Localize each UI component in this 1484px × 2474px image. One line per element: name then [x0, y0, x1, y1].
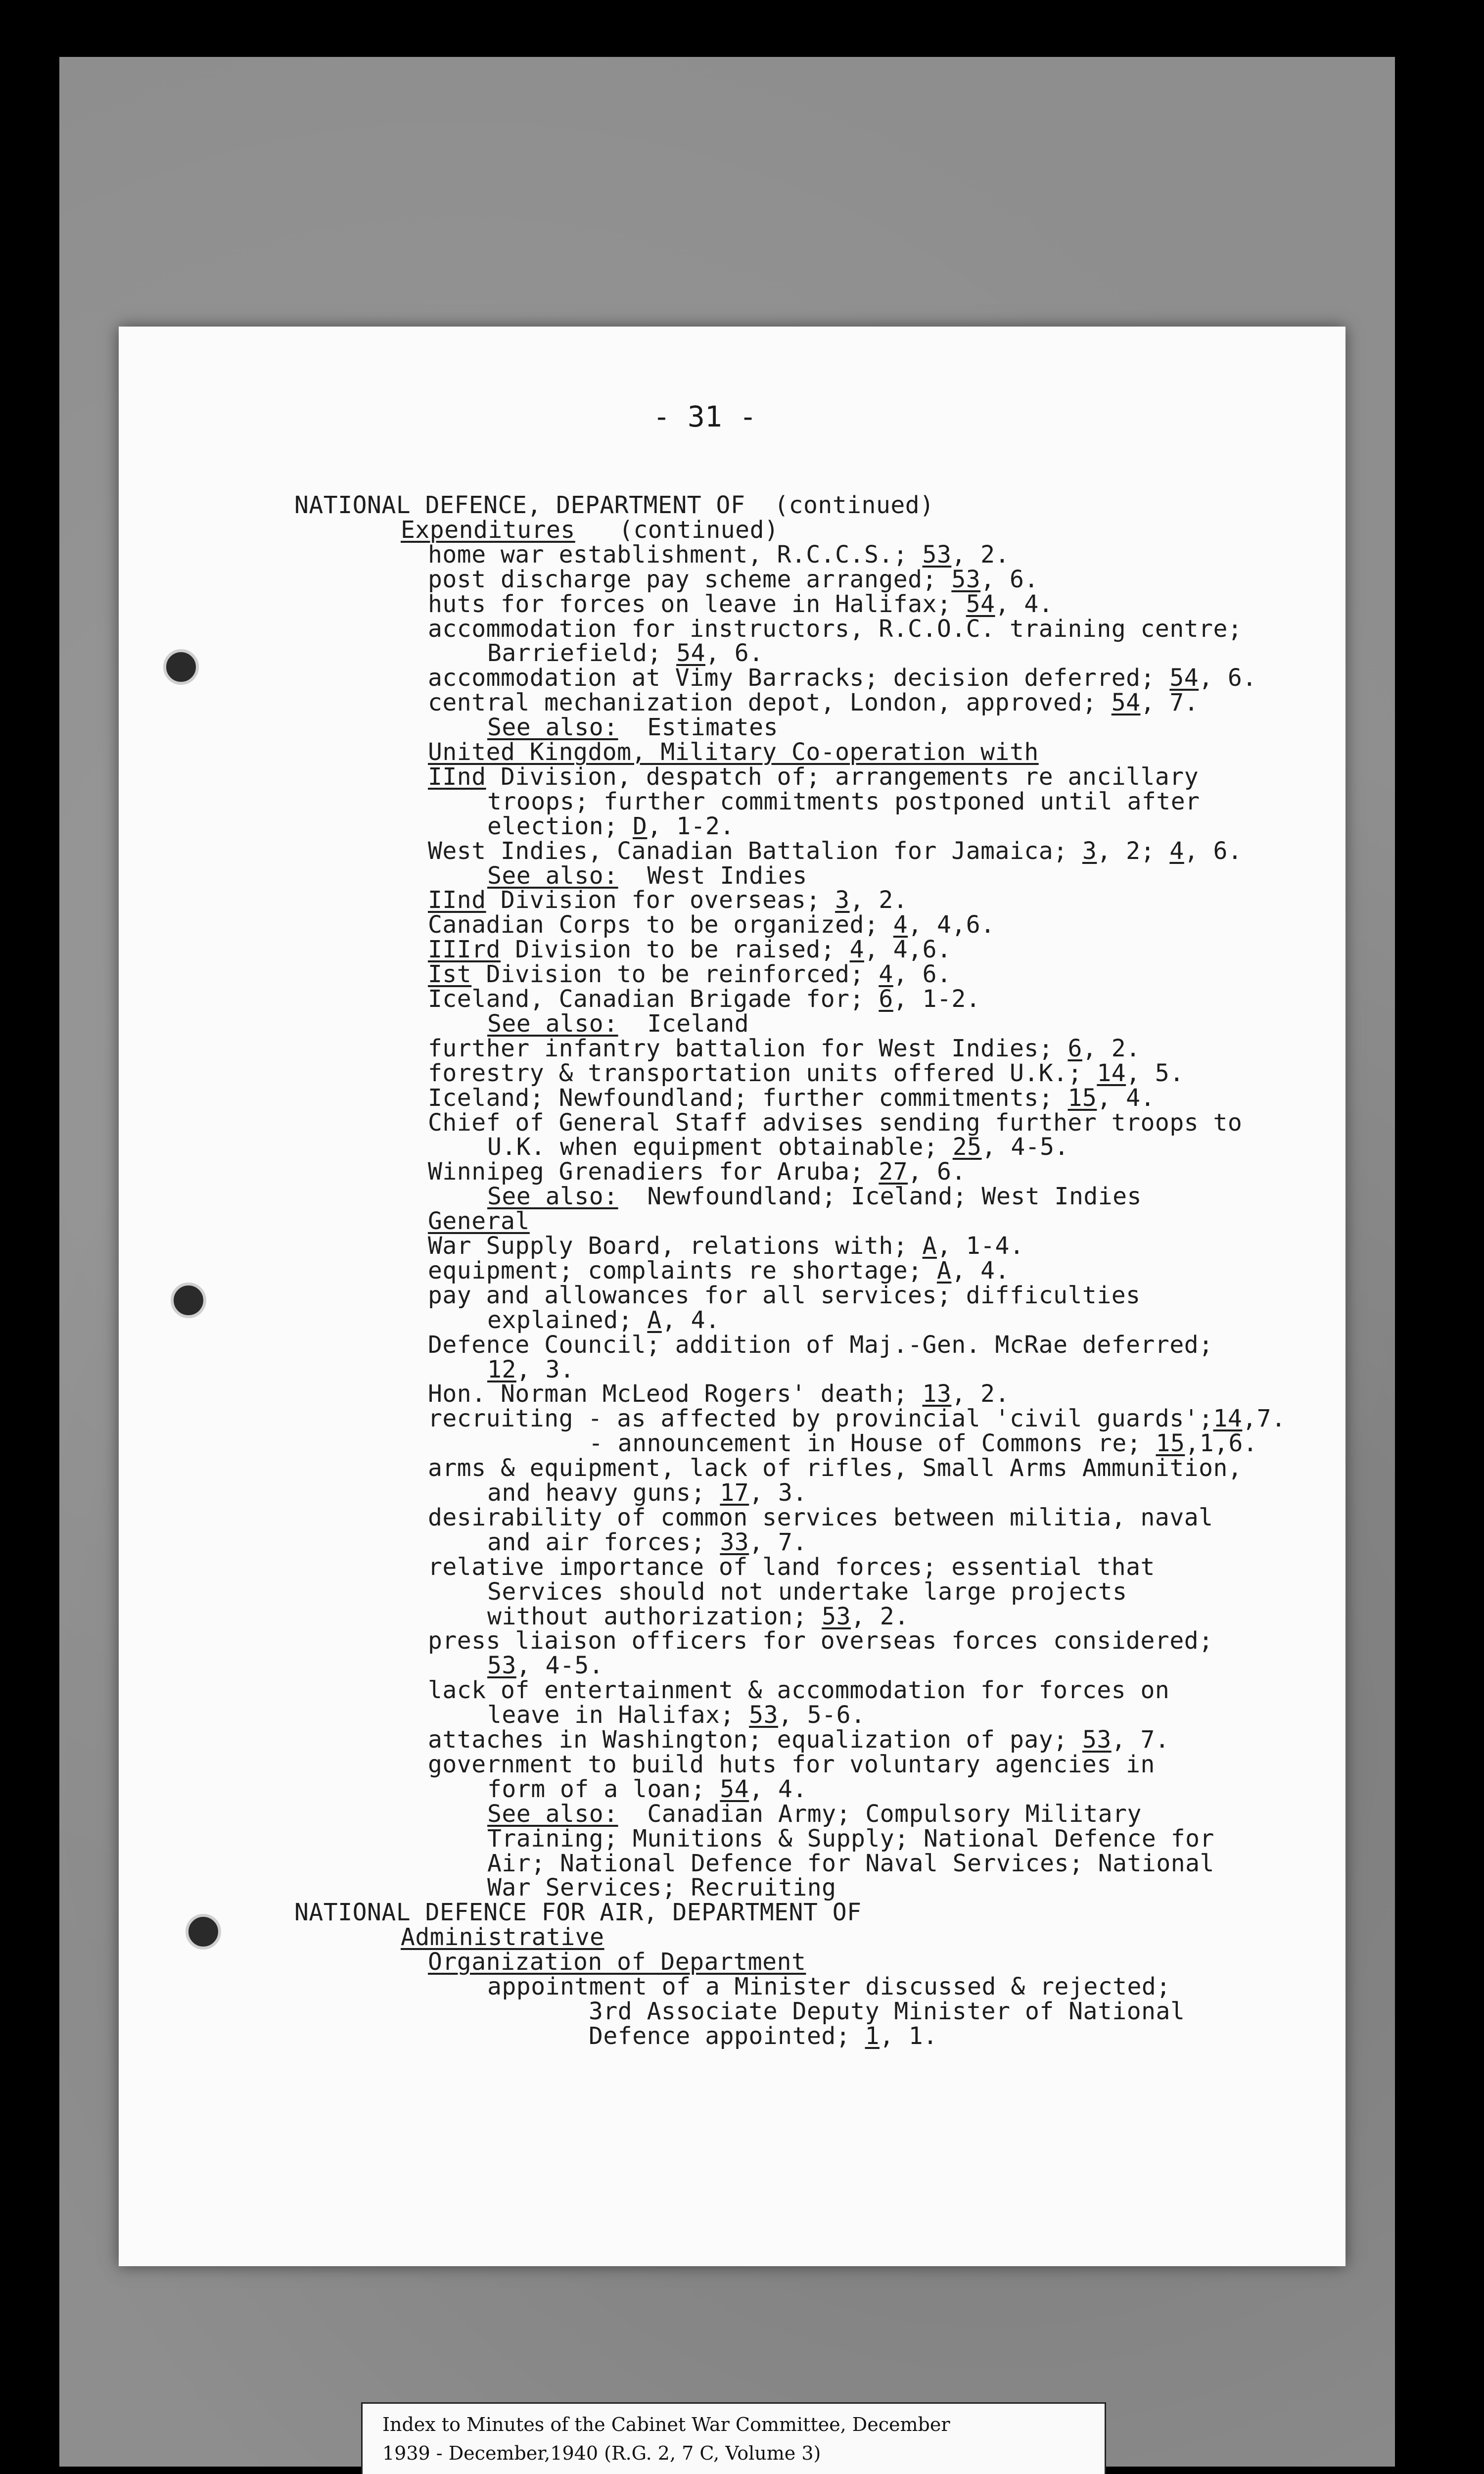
index-entry-line	[428, 912, 995, 938]
text-segment: , 4,6.	[908, 911, 995, 939]
text-segment: West Indies, Canadian Battalion for Jamaica;	[428, 837, 1082, 865]
underlined-segment: 54	[676, 639, 705, 667]
underlined-segment: 53	[487, 1652, 516, 1679]
text-segment: desirability of common services between militia, naval	[428, 1504, 1213, 1531]
underlined-segment: 12	[487, 1356, 516, 1383]
text-segment: Hon. Norman McLeod Rogers' death;	[428, 1380, 923, 1408]
collection-label-line-2: 1939 - December,1940 (R.G. 2, 7 C, Volume 3)	[382, 2442, 821, 2464]
index-entry-line	[428, 1159, 966, 1185]
text-segment: ,7.	[1242, 1405, 1286, 1432]
index-entry-line	[428, 1752, 1155, 1777]
text-segment: , 2.	[850, 1603, 909, 1630]
underlined-segment: 14	[1097, 1059, 1126, 1087]
underlined-segment: 3	[1082, 837, 1097, 865]
text-segment: arms & equipment, lack of rifles, Small Arms Ammunition,	[428, 1454, 1243, 1482]
underlined-segment: Expenditures	[401, 516, 575, 544]
text-segment: , 6.	[1184, 837, 1243, 865]
text-segment: Training; Munitions & Supply; National Defence for	[487, 1825, 1214, 1853]
text-segment: Newfoundland; Iceland; West Indies	[618, 1183, 1142, 1210]
index-entry-line	[428, 764, 1199, 790]
underlined-segment: A	[922, 1232, 937, 1260]
underlined-segment: 53	[922, 541, 952, 569]
underlined-segment: 4	[1169, 837, 1184, 865]
text-segment: election;	[487, 812, 633, 840]
text-segment: and heavy guns;	[487, 1479, 720, 1507]
text-segment: Barriefield;	[487, 639, 677, 667]
index-entry-line	[401, 517, 779, 543]
underlined-segment: D	[632, 812, 648, 840]
index-entry-line	[428, 1258, 1010, 1284]
index-entry-line	[487, 1801, 1142, 1827]
index-entry-line	[428, 838, 1242, 864]
text-segment: ,1,6.	[1185, 1429, 1258, 1457]
index-entry-line	[428, 937, 951, 962]
underlined-segment: 15	[1067, 1084, 1097, 1112]
underlined-segment: IIIrd	[428, 936, 501, 963]
text-segment: , 4-5.	[981, 1133, 1069, 1161]
text-segment: and air forces;	[487, 1528, 720, 1556]
index-entry-line	[487, 1776, 807, 1802]
underlined-segment: 6	[879, 985, 893, 1013]
index-entry-line	[487, 714, 778, 740]
underlined-segment: See also:	[487, 1800, 618, 1828]
text-segment: , 6.	[980, 566, 1039, 593]
index-entry-line	[428, 567, 1039, 592]
index-entry-line	[428, 1677, 1169, 1703]
text-segment: Winnipeg Grenadiers for Aruba;	[428, 1158, 879, 1186]
underlined-segment: 53	[1082, 1726, 1112, 1754]
index-entry-line	[487, 789, 1200, 814]
index-entry-line	[428, 887, 908, 913]
text-segment: , 5-6.	[778, 1701, 866, 1729]
text-segment: , 2.	[951, 541, 1010, 569]
underlined-segment: 25	[952, 1133, 982, 1161]
text-segment: Iceland	[618, 1010, 749, 1038]
underlined-segment: 1	[865, 2022, 880, 2050]
text-segment: further infantry battalion for West Indies;	[428, 1035, 1068, 1062]
underlined-segment: 54	[1169, 664, 1199, 692]
text-segment: (continued)	[575, 516, 779, 544]
text-segment: central mechanization depot, London, approved;	[428, 689, 1112, 716]
index-entry-line	[428, 1060, 1184, 1086]
text-segment: , 4-5.	[516, 1652, 604, 1679]
text-segment: huts for forces on leave in Halifax;	[428, 590, 966, 618]
text-segment: , 2.	[951, 1380, 1010, 1408]
index-entry-line	[589, 2023, 938, 2049]
underlined-segment: 54	[966, 590, 995, 618]
text-segment: Estimates	[618, 714, 778, 741]
index-entry-line	[428, 1949, 806, 1975]
collection-label	[361, 2402, 1106, 2474]
underlined-segment: 27	[879, 1158, 908, 1186]
text-segment: , 6.	[705, 639, 764, 667]
text-segment: , 4.	[951, 1257, 1010, 1285]
text-segment: , 1.	[879, 2022, 938, 2050]
index-entry-line	[487, 1653, 603, 1678]
punch-hole-top	[163, 649, 199, 685]
index-entry-line	[428, 1036, 1141, 1061]
index-entry-line	[589, 1430, 1257, 1456]
underlined-segment: IInd	[428, 886, 486, 914]
index-entry-line	[428, 665, 1257, 691]
index-entry-line	[428, 1332, 1213, 1358]
index-entry-line	[428, 1110, 1242, 1136]
text-segment: Iceland, Canadian Brigade for;	[428, 985, 879, 1013]
underlined-segment: 3	[835, 886, 850, 914]
underlined-segment: Organization of Department	[428, 1948, 806, 1976]
text-segment: government to build huts for voluntary agencies in	[428, 1751, 1155, 1778]
text-segment: , 4,6.	[864, 936, 952, 963]
index-entry-line	[428, 1381, 1010, 1407]
text-segment: Division, despatch of; arrangements re ancillary	[486, 763, 1199, 791]
text-segment: troops; further commitments postponed until after	[487, 788, 1200, 815]
index-entry-line	[428, 616, 1242, 642]
index-entry-line	[487, 640, 764, 666]
underlined-segment: 53	[822, 1603, 851, 1630]
index-entry-line	[487, 1851, 1214, 1876]
text-segment: explained;	[487, 1306, 648, 1334]
text-segment: Services should not undertake large projects	[487, 1578, 1127, 1606]
underlined-segment: 4	[879, 960, 893, 988]
text-segment: relative importance of land forces; essential that	[428, 1553, 1155, 1581]
index-entry-line	[428, 1233, 1024, 1259]
text-segment: , 4.	[749, 1775, 807, 1803]
underlined-segment: General	[428, 1207, 530, 1235]
text-segment: , 3.	[749, 1479, 807, 1507]
collection-label-line-1: Index to Minutes of the Cabinet War Committee, December	[382, 2414, 950, 2435]
index-entry-line	[487, 1134, 1069, 1160]
underlined-segment: 14	[1213, 1405, 1243, 1432]
text-segment: press liaison officers for overseas forces considered;	[428, 1627, 1213, 1655]
index-entry-line	[487, 1702, 865, 1728]
underlined-segment: A	[647, 1306, 662, 1334]
underlined-segment: 4	[849, 936, 864, 963]
underlined-segment: 6	[1067, 1035, 1082, 1062]
underlined-segment: 13	[922, 1380, 952, 1408]
underlined-segment: 17	[720, 1479, 749, 1507]
index-entry-line	[487, 1480, 807, 1506]
text-segment: equipment; complaints re shortage;	[428, 1257, 937, 1285]
index-entry-line	[428, 1628, 1213, 1654]
text-segment: , 4.	[995, 590, 1054, 618]
index-entry-line	[428, 1208, 530, 1234]
index-entry-line	[428, 1283, 1141, 1308]
text-segment: , 1-4.	[936, 1232, 1024, 1260]
text-segment: post discharge pay scheme arranged;	[428, 566, 952, 593]
index-entry-line	[428, 739, 1039, 765]
index-entry-line	[487, 1875, 836, 1901]
index-entry-line	[294, 1900, 862, 1925]
underlined-segment: A	[936, 1257, 952, 1285]
underlined-segment: See also:	[487, 862, 618, 890]
index-entry-line	[428, 1406, 1286, 1431]
text-segment: , 5.	[1126, 1059, 1184, 1087]
text-segment: , 6.	[1199, 664, 1257, 692]
index-entry-line	[428, 986, 980, 1012]
text-segment: - announcement in House of Commons re;	[589, 1429, 1156, 1457]
text-segment: attaches in Washington; equalization of pay;	[428, 1726, 1082, 1754]
text-segment: leave in Halifax;	[487, 1701, 749, 1729]
text-segment: home war establishment, R.C.C.S.;	[428, 541, 923, 569]
text-segment: accommodation at Vimy Barracks; decision deferred;	[428, 664, 1170, 692]
index-entry-line	[401, 1924, 604, 1950]
text-segment: lack of entertainment & accommodation for forces on	[428, 1676, 1170, 1704]
underlined-segment: United Kingdom, Military Co-operation with	[428, 738, 1039, 766]
text-segment: Air; National Defence for Naval Services; National	[487, 1850, 1214, 1877]
index-entry-line	[487, 1579, 1127, 1605]
underlined-segment: Ist	[428, 960, 472, 988]
text-segment: pay and allowances for all services; difficulties	[428, 1282, 1141, 1309]
index-entry-line	[428, 542, 1010, 568]
text-segment: accommodation for instructors, R.C.O.C. training centre;	[428, 615, 1243, 643]
text-segment: Defence appointed;	[589, 2022, 865, 2050]
underlined-segment: 15	[1156, 1429, 1185, 1457]
index-entry-line	[487, 1974, 1171, 1999]
index-entry-line	[428, 961, 951, 987]
text-segment: Division to be reinforced;	[471, 960, 879, 988]
text-segment: 3rd Associate Deputy Minister of National	[589, 1998, 1185, 2025]
index-entry-line	[428, 1455, 1242, 1481]
text-segment: , 7.	[1140, 689, 1199, 716]
text-segment: recruiting - as affected by provincial 'civil guards';	[428, 1405, 1213, 1432]
text-segment: NATIONAL DEFENCE, DEPARTMENT OF (continued)	[294, 491, 934, 519]
index-entry-line	[487, 1529, 807, 1555]
index-entry-line	[428, 1085, 1155, 1111]
index-entry-line	[589, 1998, 1185, 2024]
underlined-segment: 53	[749, 1701, 778, 1729]
underlined-segment: 54	[720, 1775, 749, 1803]
index-entry-line	[487, 1184, 1142, 1209]
index-entry-line	[428, 1554, 1155, 1580]
text-segment: , 1-2.	[647, 812, 735, 840]
text-segment: U.K. when equipment obtainable;	[487, 1133, 953, 1161]
text-segment: Division to be raised;	[501, 936, 850, 963]
underlined-segment: 33	[720, 1528, 749, 1556]
underlined-segment: 54	[1111, 689, 1141, 716]
underlined-segment: 4	[893, 911, 908, 939]
text-segment: , 4.	[1097, 1084, 1155, 1112]
text-segment: , 4.	[661, 1306, 720, 1334]
underlined-segment: Administrative	[401, 1923, 604, 1951]
underlined-segment: 53	[951, 566, 981, 593]
index-entry-line	[428, 591, 1053, 617]
punch-hole-middle	[171, 1283, 206, 1318]
punch-hole-bottom	[186, 1914, 221, 1950]
index-entry-line	[428, 1727, 1169, 1753]
underlined-segment: See also:	[487, 714, 618, 741]
page-number: - 31 -	[653, 400, 757, 433]
underlined-segment: See also:	[487, 1010, 618, 1038]
index-entry-line	[487, 1011, 749, 1037]
index-entry-line	[428, 690, 1199, 715]
index-entry-line	[487, 1604, 909, 1629]
text-segment: West Indies	[618, 862, 807, 890]
text-segment: , 2.	[1082, 1035, 1141, 1062]
text-segment: , 7.	[1111, 1726, 1170, 1754]
index-entry-line	[487, 1307, 720, 1333]
text-segment: , 6.	[893, 960, 952, 988]
index-entry-line	[428, 1505, 1213, 1530]
text-segment: Iceland; Newfoundland; further commitments;	[428, 1084, 1068, 1112]
index-entry-line	[487, 1357, 574, 1382]
text-segment: NATIONAL DEFENCE FOR AIR, DEPARTMENT OF	[294, 1899, 862, 1926]
text-segment: , 2;	[1097, 837, 1170, 865]
text-segment: Division for overseas;	[486, 886, 835, 914]
underlined-segment: IInd	[428, 763, 486, 791]
text-segment: forestry & transportation units offered U.K.;	[428, 1059, 1097, 1087]
text-segment: , 1-2.	[893, 985, 981, 1013]
text-segment: War Supply Board, relations with;	[428, 1232, 923, 1260]
text-segment: Canadian Army; Compulsory Military	[618, 1800, 1142, 1828]
text-segment: Chief of General Staff advises sending further troops to	[428, 1109, 1243, 1137]
text-segment: , 3.	[516, 1356, 575, 1383]
text-segment: form of a loan;	[487, 1775, 720, 1803]
index-entry-line	[487, 813, 735, 839]
text-segment: , 2.	[849, 886, 908, 914]
text-segment: , 6.	[908, 1158, 966, 1186]
index-entry-line	[487, 1826, 1214, 1852]
text-segment: without authorization;	[487, 1603, 822, 1630]
index-entry-line	[487, 863, 807, 889]
text-segment: appointment of a Minister discussed & rejected;	[487, 1973, 1171, 2000]
underlined-segment: See also:	[487, 1183, 618, 1210]
text-segment: Defence Council; addition of Maj.-Gen. McRae deferred;	[428, 1331, 1213, 1359]
text-segment: , 7.	[749, 1528, 807, 1556]
index-entry-line	[294, 492, 934, 518]
text-segment: Canadian Corps to be organized;	[428, 911, 893, 939]
text-segment: War Services; Recruiting	[487, 1874, 836, 1902]
